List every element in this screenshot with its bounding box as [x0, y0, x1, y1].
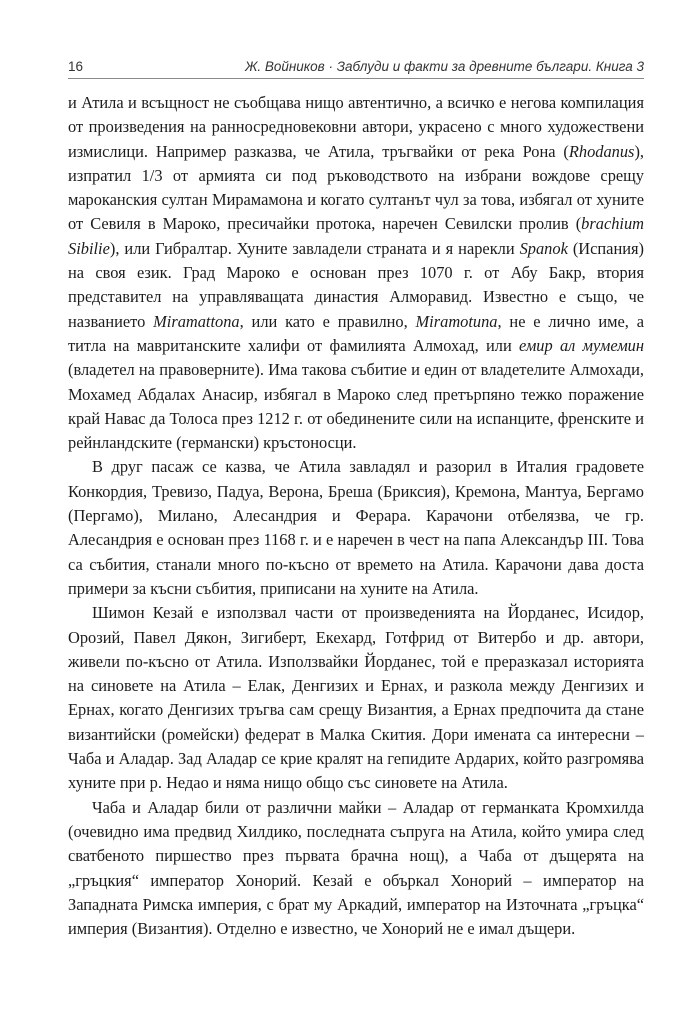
italic-term: емир ал мумемин: [518, 335, 644, 355]
paragraph: [68, 455, 644, 601]
text-run: Чаба и Аладар били от различни майки – Аладар от германката Кромхилда (очевидно има предвид Хилдико, последната съпруга на Атила, който умира след сватбеното пиршество през първата брачна нощ), а Чаба от дъщерята на „гръцкия“ император Хонорий. Кезай е объркал Хонорий – император на Западната Римска империя, с брат му Аркадий, император на Източната „гръцка“ империя (Византия). Отделно е известно, че Хонорий не е имал дъщери.: [68, 797, 644, 939]
text-run: , не е лично име, а титла на мавританските халифи от фамилията Алмохад, или: [68, 311, 644, 355]
italic-term: brachium Sibilie: [68, 214, 644, 258]
paragraph: [68, 91, 644, 455]
text-run: ), изпратил 1/3 от армията си под ръководството на избрани вождове срещу мароканския султан Мирамамона и когато султанът чул за това, избягал от хуните от Севиля в Мароко, пресичайки протока, наречен Севилски пролив (: [68, 141, 644, 234]
body-text: [68, 91, 644, 941]
paragraph: [68, 796, 644, 942]
text-run: (владетел на правоверните). Има такова събитие и един от владетелите Алмохади, Мохамед Абдалах Анасир, избягал в Мароко след претърпяно тежко поражение край Навас да Толоса през 1212 г. от обединените сили на испанците, френските и рейнландските (германски) кръстоносци.: [68, 360, 644, 453]
text-run: ), или Гибралтар. Хуните завладели страната и я нарекли: [109, 238, 520, 258]
italic-term: Miramattona: [153, 311, 240, 331]
page-number: 16: [68, 59, 84, 74]
italic-term: Miramotuna: [415, 311, 498, 331]
italic-term: Rhodanus: [568, 141, 635, 161]
paragraph: [68, 601, 644, 795]
text-run: В друг пасаж се казва, че Атила завладял и разорил в Италия градовете Конкордия, Тревизо, Падуа, Верона, Бреша (Бриксия), Кремона, Мантуа, Бергамо (Пергамо), Милано, Алесандрия и Ферара. Карачони отбелязва, че гр. Алесандрия е основан през 1168 г. и е наречен в чест на папа Александър III. Това са събития, станали много по-късно от времето на Атила. Карачони дава доста примери за късни събития, приписани на хуните на Атила.: [68, 457, 644, 598]
text-run: , или като е правилно,: [239, 311, 416, 331]
italic-term: Spanok: [519, 238, 568, 258]
running-title: Ж. Войников · Заблуди и факти за древните българи. Книга 3: [244, 59, 644, 74]
text-run: Шимон Кезай е използвал части от произведенията на Йорданес, Исидор, Орозий, Павел Дякон, Зигиберт, Екехард, Готфрид от Витербо и др. автори, живели по-късно от Атила. Използвайки Йорданес, той е преразказал историята на синовете на Атила – Елак, Денгизих и Ернах, и разкола между Денгизих и Ернах, когато Денгизих тръгва сам срещу Византия, а Ернах предпочита да стане византийски (ромейски) федерат в Малка Скития. Дори имената са интересни – Чаба и Аладар. Зад Аладар се крие кралят на гепидите Ардарих, който разгромява хуните при р. Недао и няма нищо общо със синовете на Атила.: [68, 603, 644, 793]
page-header: [68, 48, 644, 79]
text-run: (Испания) на своя език. Град Мароко е основан през 1070 г. от Абу Бакр, втория представител на управляващата династия Алморавид. Известно е също, че названието: [68, 238, 644, 331]
text-run: и Атила и всъщност не съобщава нищо автентично, а всичко е негова компилация от произведения на ранносредновековни автори, украсено с много художествени измислици. Например разказва, че Атила, тръгвайки от река Рона (: [68, 93, 644, 161]
